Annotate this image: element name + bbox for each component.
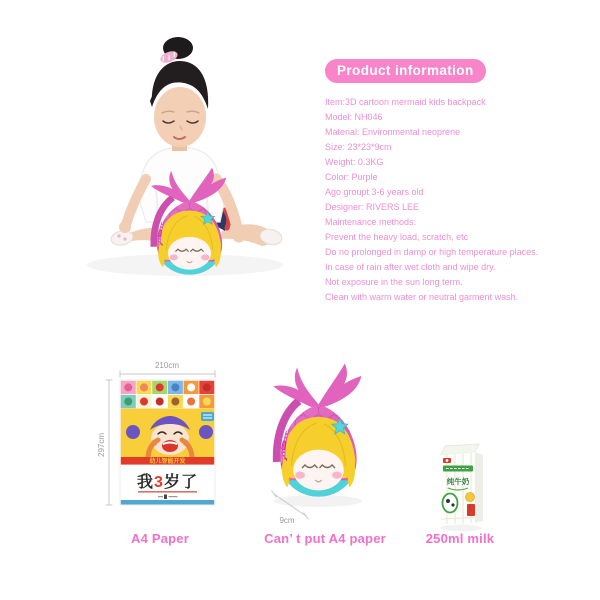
spec-line: Clean with warm water or neutral garment wash. bbox=[325, 292, 519, 302]
book-title: 我3岁了 bbox=[137, 474, 198, 491]
mermaid-backpack-product bbox=[274, 364, 361, 499]
spec-line: Model: NH046 bbox=[325, 112, 383, 122]
spec-line: Not exposure in the sun long term. bbox=[325, 277, 463, 287]
book-subtitle-line bbox=[138, 491, 197, 493]
girl-with-backpack-illustration bbox=[50, 25, 305, 300]
spec-line: Prevent the heavy load, scratch, etc bbox=[325, 232, 469, 242]
book-age-badge bbox=[201, 412, 214, 421]
right-hand bbox=[233, 230, 246, 243]
backpack-shadow bbox=[274, 495, 362, 507]
milk-name-text: 纯牛奶 bbox=[446, 477, 470, 486]
book-banner-text: 幼儿智能开发 bbox=[149, 459, 186, 465]
spec-line: Item:3D cartoon mermaid kids backpack bbox=[325, 97, 486, 107]
caption-250ml-milk: 250ml milk bbox=[425, 531, 495, 546]
spec-line: Ago groupt 3-6 years old bbox=[325, 187, 424, 197]
left-hand bbox=[119, 221, 131, 233]
spec-line: Maintenance methods: bbox=[325, 217, 417, 227]
height-measure-line bbox=[106, 380, 113, 505]
backpack-depth-label: 9cm bbox=[279, 516, 295, 525]
spec-line: Material: Environmental neoprene bbox=[325, 127, 461, 137]
spec-list bbox=[325, 95, 585, 305]
milk-comparison bbox=[433, 441, 493, 533]
cow-badge bbox=[443, 494, 458, 513]
product-info bbox=[325, 59, 585, 305]
backpack-comparison bbox=[258, 358, 378, 526]
book-cover bbox=[120, 380, 215, 505]
spec-line: In case of rain after wet cloth and wipe dry. bbox=[325, 262, 496, 272]
spec-line: Color: Purple bbox=[325, 172, 378, 182]
hero-photo bbox=[50, 25, 305, 300]
caption-a4-paper: A4 Paper bbox=[131, 531, 189, 546]
book-publisher-mark bbox=[164, 495, 167, 500]
spec-line: Designer: RIVERS LEE bbox=[325, 202, 420, 212]
milk-red-tag bbox=[467, 504, 475, 516]
width-measure-line bbox=[120, 371, 215, 378]
milk-carton bbox=[441, 444, 483, 525]
spec-line: Do no prolonged in damp or high temperature places. bbox=[325, 247, 539, 257]
spec-line: Size: 23*23*9cm bbox=[325, 142, 392, 152]
a4-book-comparison bbox=[95, 355, 225, 515]
product-info-title: Product information bbox=[325, 59, 486, 83]
book-width-label: 210cm bbox=[154, 361, 180, 370]
book-height-label: 297cm bbox=[97, 432, 106, 458]
book-bottom-strip bbox=[121, 500, 214, 505]
caption-cant-put-a4: Can’ t put A4 paper bbox=[264, 531, 386, 546]
milk-yellow-seal bbox=[466, 493, 475, 502]
spec-line: Weight: 0.3KG bbox=[325, 157, 384, 167]
